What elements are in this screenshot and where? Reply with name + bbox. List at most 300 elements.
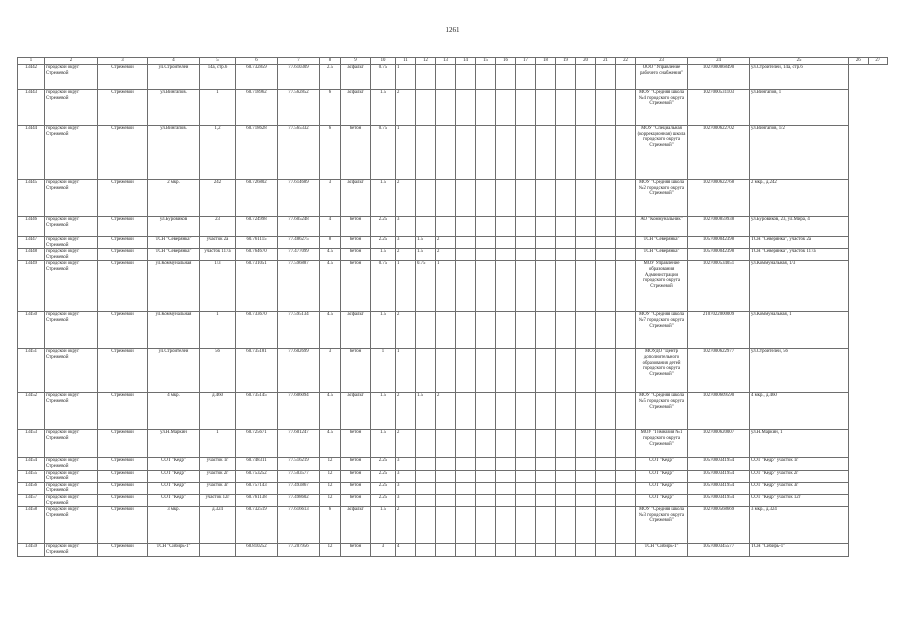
- cell-street: ул.Коммунальная: [148, 312, 200, 349]
- cell-street: ул.Строителей: [148, 349, 200, 393]
- table-row: [18, 312, 888, 349]
- column-number-header: 3: [98, 58, 148, 65]
- cell-empty: [456, 312, 476, 349]
- column-number-header: 27: [868, 58, 888, 65]
- cell-surface: асфальт: [341, 312, 371, 349]
- cell-empty: [496, 126, 516, 180]
- cell-district: городской округ Стрежевой: [45, 470, 98, 482]
- cell-street: ТСН "Северянка": [148, 249, 200, 261]
- cell-empty: [536, 180, 556, 217]
- cell-area: 1.5: [371, 312, 396, 349]
- cell-owner: ТСН "Сибирь-1": [636, 544, 688, 557]
- cell-address: СОТ "Кедр" участок 12г: [750, 494, 849, 506]
- column-number-header: 23: [636, 58, 688, 65]
- cell-c12: [436, 470, 456, 482]
- cell-lat: 60.726802: [236, 180, 278, 217]
- cell-surface: бетон: [341, 349, 371, 393]
- cell-empty: [576, 312, 596, 349]
- cell-empty: [536, 430, 556, 458]
- cell-empty: [536, 482, 556, 494]
- cell-id: 13449: [18, 261, 45, 312]
- cell-surface: бетон: [341, 217, 371, 237]
- table-row: [18, 544, 888, 557]
- cell-city: Стрежевой: [98, 507, 148, 544]
- cell-empty: [476, 482, 496, 494]
- cell-owner: МОУДО "Центр дополнительного образования детей городского округа Стрежевой": [636, 349, 688, 393]
- cell-empty: [476, 349, 496, 393]
- cell-empty: [476, 312, 496, 349]
- cell-empty: [476, 126, 496, 180]
- cell-empty: [476, 393, 496, 430]
- cell-empty: [616, 507, 636, 544]
- cell-street: ул.Н.Маркин: [148, 430, 200, 458]
- cell-street: 4 мкр.: [148, 393, 200, 430]
- cell-empty: [616, 494, 636, 506]
- cell-district: городской округ Стрежевой: [45, 482, 98, 494]
- cell-lon: 77.606094: [278, 393, 320, 430]
- column-number-header: 1: [18, 58, 45, 65]
- cell-width: 4.5: [320, 249, 341, 261]
- cell-empty: [496, 261, 516, 312]
- cell-lat: 60.810252: [236, 544, 278, 557]
- cell-city: Стрежевой: [98, 482, 148, 494]
- cell-empty: [456, 65, 476, 90]
- cell-house: участок 3г: [200, 482, 236, 494]
- cell-lon: 77.516219: [278, 458, 320, 470]
- cell-lon: 77.207956: [278, 544, 320, 557]
- cell-c10: 3: [396, 458, 416, 470]
- cell-c10: 2: [396, 180, 416, 217]
- cell-c10: 2: [396, 393, 416, 430]
- cell-area: 0.75: [371, 126, 396, 180]
- cell-street: ТСН "Сибирь-1": [148, 544, 200, 557]
- cell-district: городской округ Стрежевой: [45, 126, 98, 180]
- cell-street: СОТ "Кедр": [148, 494, 200, 506]
- cell-c12: [436, 494, 456, 506]
- cell-empty: [456, 393, 476, 430]
- cell-empty: [516, 458, 536, 470]
- cell-width: 12: [320, 458, 341, 470]
- column-number-header: 17: [516, 58, 536, 65]
- column-number-header: 9: [341, 58, 371, 65]
- cell-house: [200, 544, 236, 557]
- cell-width: 8: [320, 237, 341, 249]
- cell-empty: [536, 249, 556, 261]
- cell-ogrn: 1057000341954: [688, 494, 750, 506]
- cell-address: СОТ "Кедр" участок 3г: [750, 482, 849, 494]
- cell-empty: [616, 237, 636, 249]
- cell-owner: МОУ "Средняя школа №2 городского округа Стрежевой": [636, 180, 688, 217]
- cell-empty: [456, 507, 476, 544]
- cell-address: ул.Вингапов, 1: [750, 90, 849, 126]
- cell-lat: 60.761138: [236, 494, 278, 506]
- column-number-header: 4: [148, 58, 200, 65]
- cell-empty: [456, 544, 476, 557]
- cell-c11: [416, 430, 436, 458]
- cell-c12: [436, 65, 456, 90]
- cell-c12: [436, 507, 456, 544]
- cell-empty: [596, 126, 616, 180]
- cell-ogrn: 1057000341954: [688, 482, 750, 494]
- cell-district: городской округ Стрежевой: [45, 312, 98, 349]
- cell-c12: [436, 458, 456, 470]
- cell-c11: [416, 180, 436, 217]
- cell-house: 23: [200, 217, 236, 237]
- cell-empty: [476, 494, 496, 506]
- cell-empty: [576, 180, 596, 217]
- cell-city: Стрежевой: [98, 237, 148, 249]
- column-number-header: 18: [536, 58, 556, 65]
- cell-empty: [556, 393, 576, 430]
- cell-house: 56: [200, 349, 236, 393]
- cell-ogrn: 1027000620007: [688, 430, 750, 458]
- cell-empty: [496, 544, 516, 557]
- cell-c10: 3: [396, 494, 416, 506]
- cell-empty: [456, 217, 476, 237]
- cell-lat: 60.733670: [236, 312, 278, 349]
- cell-empty: [596, 470, 616, 482]
- cell-empty: [596, 544, 616, 557]
- cell-lon: 77.610309: [278, 65, 320, 90]
- cell-district: городской округ Стрежевой: [45, 494, 98, 506]
- column-number-header: 8: [320, 58, 341, 65]
- cell-street: ул.Вингапов.: [148, 126, 200, 180]
- cell-lat: 60.757143: [236, 482, 278, 494]
- cell-address: ТСН "Сибирь-1": [750, 544, 849, 557]
- cell-empty: [556, 249, 576, 261]
- cell-lon: 77.596887: [278, 261, 320, 312]
- cell-owner: ТСН "Северянка": [636, 249, 688, 261]
- cell-area: 2.25: [371, 458, 396, 470]
- cell-id: 13452: [18, 393, 45, 430]
- cell-empty: [456, 126, 476, 180]
- cell-address: ул.Коммунальная, 1: [750, 312, 849, 349]
- cell-empty: [536, 494, 556, 506]
- column-number-header: 5: [200, 58, 236, 65]
- cell-empty: [576, 237, 596, 249]
- cell-c12: 2: [436, 237, 456, 249]
- cell-address: ТСН "Северянка", участок 2а: [750, 237, 849, 249]
- cell-empty: [476, 180, 496, 217]
- cell-surface: асфальт: [341, 393, 371, 430]
- cell-lat: 60.725671: [236, 430, 278, 458]
- cell-owner: ООО "Управление рабочего снабжения": [636, 65, 688, 90]
- cell-street: ул.Вингапов.: [148, 90, 200, 126]
- cell-lon: 77.614689: [278, 180, 320, 217]
- cell-empty: [596, 393, 616, 430]
- cell-empty: [556, 217, 576, 237]
- column-number-header: 20: [576, 58, 596, 65]
- cell-empty: [596, 249, 616, 261]
- cell-lat: 60.761115: [236, 237, 278, 249]
- column-number-header: 10: [371, 58, 396, 65]
- cell-empty: [476, 261, 496, 312]
- cell-empty: [516, 261, 536, 312]
- cell-city: Стрежевой: [98, 312, 148, 349]
- cell-empty: [476, 249, 496, 261]
- cell-district: городской округ Стрежевой: [45, 393, 98, 430]
- cell-address: 4 мкр., д.460: [750, 393, 849, 430]
- cell-empty: [456, 237, 476, 249]
- cell-lon: 77.565332: [278, 126, 320, 180]
- cell-city: Стрежевой: [98, 458, 148, 470]
- cell-lat: 60.735181: [236, 349, 278, 393]
- cell-ogrn: 1027000622977: [688, 349, 750, 393]
- cell-address: 2 мкр., д.242: [750, 180, 849, 217]
- table-row: [18, 494, 888, 506]
- cell-surface: бетон: [341, 494, 371, 506]
- cell-city: Стрежевой: [98, 261, 148, 312]
- cell-area: 1.5: [371, 90, 396, 126]
- cell-house: д.460: [200, 393, 236, 430]
- cell-c10: 2: [396, 249, 416, 261]
- cell-empty: [616, 261, 636, 312]
- cell-house: участок 1г: [200, 458, 236, 470]
- cell-lon: 77.602699: [278, 349, 320, 393]
- cell-empty: [616, 393, 636, 430]
- cell-surface: бетон: [341, 544, 371, 557]
- cell-district: городской округ Стрежевой: [45, 65, 98, 90]
- cell-address: ул.Н.Маркин, 1: [750, 430, 849, 458]
- cell-owner: АО "Коммунальник": [636, 217, 688, 237]
- table-row: [18, 90, 888, 126]
- cell-street: 3 мкр.: [148, 507, 200, 544]
- cell-empty: [516, 312, 536, 349]
- cell-c11: [416, 494, 436, 506]
- cell-c12: [436, 217, 456, 237]
- cell-address: ул.Вингапов, 1/2: [750, 126, 849, 180]
- table-row: [18, 349, 888, 393]
- cell-empty: [596, 90, 616, 126]
- cell-lon: 77.503577: [278, 470, 320, 482]
- cell-house: 1: [200, 430, 236, 458]
- table-row: [18, 482, 888, 494]
- cell-city: Стрежевой: [98, 65, 148, 90]
- cell-empty: [516, 126, 536, 180]
- cell-lat: 60.735145: [236, 393, 278, 430]
- cell-empty: [556, 349, 576, 393]
- cell-district: городской округ Стрежевой: [45, 507, 98, 544]
- cell-owner: МОУ "Средняя школа №3 городского округа Стрежевой": [636, 507, 688, 544]
- cell-lat: 60.718962: [236, 90, 278, 126]
- cell-empty: [556, 470, 576, 482]
- cell-surface: асфальт: [341, 180, 371, 217]
- cell-c10: 1: [396, 65, 416, 90]
- cell-empty: [576, 544, 596, 557]
- cell-area: 1.5: [371, 507, 396, 544]
- cell-empty: [456, 249, 476, 261]
- cell-width: 4.5: [320, 430, 341, 458]
- column-number-header: 19: [556, 58, 576, 65]
- cell-owner: МОУ "Гимназия №1 городского округа Стрежевой": [636, 430, 688, 458]
- cell-empty: [516, 90, 536, 126]
- cell-ogrn: 1057000341954: [688, 458, 750, 470]
- cell-width: 3: [320, 349, 341, 393]
- cell-empty: [456, 458, 476, 470]
- cell-empty: [576, 458, 596, 470]
- cell-owner: МОУ "Средняя школа №4 городского округа Стрежевой": [636, 90, 688, 126]
- cell-lon: 77.562852: [278, 90, 320, 126]
- cell-width: 6: [320, 90, 341, 126]
- cell-house: 1: [200, 312, 236, 349]
- column-number-header: 25: [750, 58, 849, 65]
- cell-empty: [516, 237, 536, 249]
- cell-id: 13456: [18, 482, 45, 494]
- cell-empty: [516, 349, 536, 393]
- cell-c12: 2: [436, 249, 456, 261]
- table-row: [18, 261, 888, 312]
- cell-empty: [596, 237, 616, 249]
- cell-c11: [416, 482, 436, 494]
- cell-house: участок 117а: [200, 249, 236, 261]
- cell-area: 1.5: [371, 430, 396, 458]
- column-number-header: 7: [278, 58, 320, 65]
- cell-empty: [596, 180, 616, 217]
- cell-empty: [496, 237, 516, 249]
- column-number-header: 24: [688, 58, 750, 65]
- cell-area: 3: [371, 544, 396, 557]
- cell-surface: асфальт: [341, 90, 371, 126]
- cell-lon: 77.493867: [278, 482, 320, 494]
- cell-empty: [616, 482, 636, 494]
- cell-empty: [556, 507, 576, 544]
- cell-house: участок 2г: [200, 470, 236, 482]
- cell-district: городской округ Стрежевой: [45, 349, 98, 393]
- cell-district: городской округ Стрежевой: [45, 544, 98, 557]
- cell-empty: [536, 126, 556, 180]
- registry-table: [17, 57, 888, 557]
- cell-empty: [616, 217, 636, 237]
- cell-address: ул.Буровиков, 23, ул.Мира, 4: [750, 217, 849, 237]
- cell-empty: [556, 494, 576, 506]
- table-row: [18, 507, 888, 544]
- cell-street: ул.Строителей: [148, 65, 200, 90]
- cell-c10: 1: [396, 349, 416, 393]
- cell-area: 1.5: [371, 393, 396, 430]
- cell-c10: 3: [396, 470, 416, 482]
- cell-c11: [416, 544, 436, 557]
- column-number-header: 22: [616, 58, 636, 65]
- cell-empty: [496, 482, 516, 494]
- cell-house: 1,2: [200, 126, 236, 180]
- cell-empty: [456, 470, 476, 482]
- cell-empty: [456, 482, 476, 494]
- cell-empty: [616, 126, 636, 180]
- cell-id: 13453: [18, 430, 45, 458]
- cell-ogrn: 1027000609590: [688, 393, 750, 430]
- cell-empty: [496, 430, 516, 458]
- cell-owner: СОТ "Кедр": [636, 458, 688, 470]
- cell-id: 13455: [18, 470, 45, 482]
- cell-empty: [576, 430, 596, 458]
- cell-c12: [436, 349, 456, 393]
- cell-c12: 1: [436, 261, 456, 312]
- column-number-row: [18, 58, 888, 65]
- cell-owner: СОТ "Кедр": [636, 494, 688, 506]
- cell-address: 3 мкр., д.324: [750, 507, 849, 544]
- cell-lon: 77.498602: [278, 494, 320, 506]
- table-row: [18, 458, 888, 470]
- cell-c10: 2: [396, 430, 416, 458]
- cell-c12: [436, 544, 456, 557]
- cell-street: СОТ "Кедр": [148, 482, 200, 494]
- cell-city: Стрежевой: [98, 430, 148, 458]
- cell-empty: [576, 249, 596, 261]
- cell-empty: [476, 65, 496, 90]
- cell-area: 0.75: [371, 261, 396, 312]
- cell-empty: [596, 217, 616, 237]
- cell-empty: [516, 65, 536, 90]
- cell-c12: [436, 482, 456, 494]
- page-number: 1261: [445, 26, 460, 34]
- cell-empty: [616, 312, 636, 349]
- cell-empty: [596, 261, 616, 312]
- cell-empty: [496, 180, 516, 217]
- cell-empty: [516, 494, 536, 506]
- cell-c10: 3: [396, 237, 416, 249]
- cell-empty: [536, 470, 556, 482]
- cell-empty: [576, 126, 596, 180]
- cell-c10: 2: [396, 312, 416, 349]
- cell-id: 13457: [18, 494, 45, 506]
- cell-empty: [536, 393, 556, 430]
- cell-empty: [536, 458, 556, 470]
- cell-area: 1.5: [371, 180, 396, 217]
- cell-owner: МОУ Управление образования Администрации городского округа Стрежевой: [636, 261, 688, 312]
- cell-district: городской округ Стрежевой: [45, 180, 98, 217]
- cell-lon: 77.477099: [278, 249, 320, 261]
- cell-ogrn: 2107022000009: [688, 312, 750, 349]
- column-number-header: 2: [45, 58, 98, 65]
- cell-lat: 60.718628: [236, 126, 278, 180]
- cell-id: 13450: [18, 312, 45, 349]
- cell-width: 6: [320, 507, 341, 544]
- cell-street: СОТ "Кедр": [148, 470, 200, 482]
- cell-street: ул.Буровиков: [148, 217, 200, 237]
- cell-width: 12: [320, 470, 341, 482]
- cell-house: 242: [200, 180, 236, 217]
- cell-empty: [576, 393, 596, 430]
- cell-ogrn: 1057000345577: [688, 544, 750, 557]
- cell-lon: 77.595134: [278, 312, 320, 349]
- cell-id: 13442: [18, 65, 45, 90]
- cell-id: 13443: [18, 90, 45, 126]
- table-row: [18, 237, 888, 249]
- cell-empty: [596, 349, 616, 393]
- cell-c11: [416, 65, 436, 90]
- table-row: [18, 430, 888, 458]
- cell-owner: МОУ "Средняя школа №5 городского округа Стрежевой": [636, 393, 688, 430]
- cell-c10: 3: [396, 217, 416, 237]
- cell-id: 13458: [18, 507, 45, 544]
- cell-street: ТСН "Северянка": [148, 237, 200, 249]
- cell-surface: асфальт: [341, 507, 371, 544]
- cell-c10: 2: [396, 507, 416, 544]
- table-row: [18, 470, 888, 482]
- cell-empty: [496, 494, 516, 506]
- cell-empty: [496, 217, 516, 237]
- cell-id: 13459: [18, 544, 45, 557]
- cell-empty: [576, 261, 596, 312]
- cell-lat: 60.764670: [236, 249, 278, 261]
- column-number-header: 16: [496, 58, 516, 65]
- cell-empty: [596, 482, 616, 494]
- cell-district: городской округ Стрежевой: [45, 261, 98, 312]
- cell-surface: бетон: [341, 430, 371, 458]
- cell-empty: [556, 430, 576, 458]
- cell-surface: бетон: [341, 458, 371, 470]
- cell-empty: [516, 180, 536, 217]
